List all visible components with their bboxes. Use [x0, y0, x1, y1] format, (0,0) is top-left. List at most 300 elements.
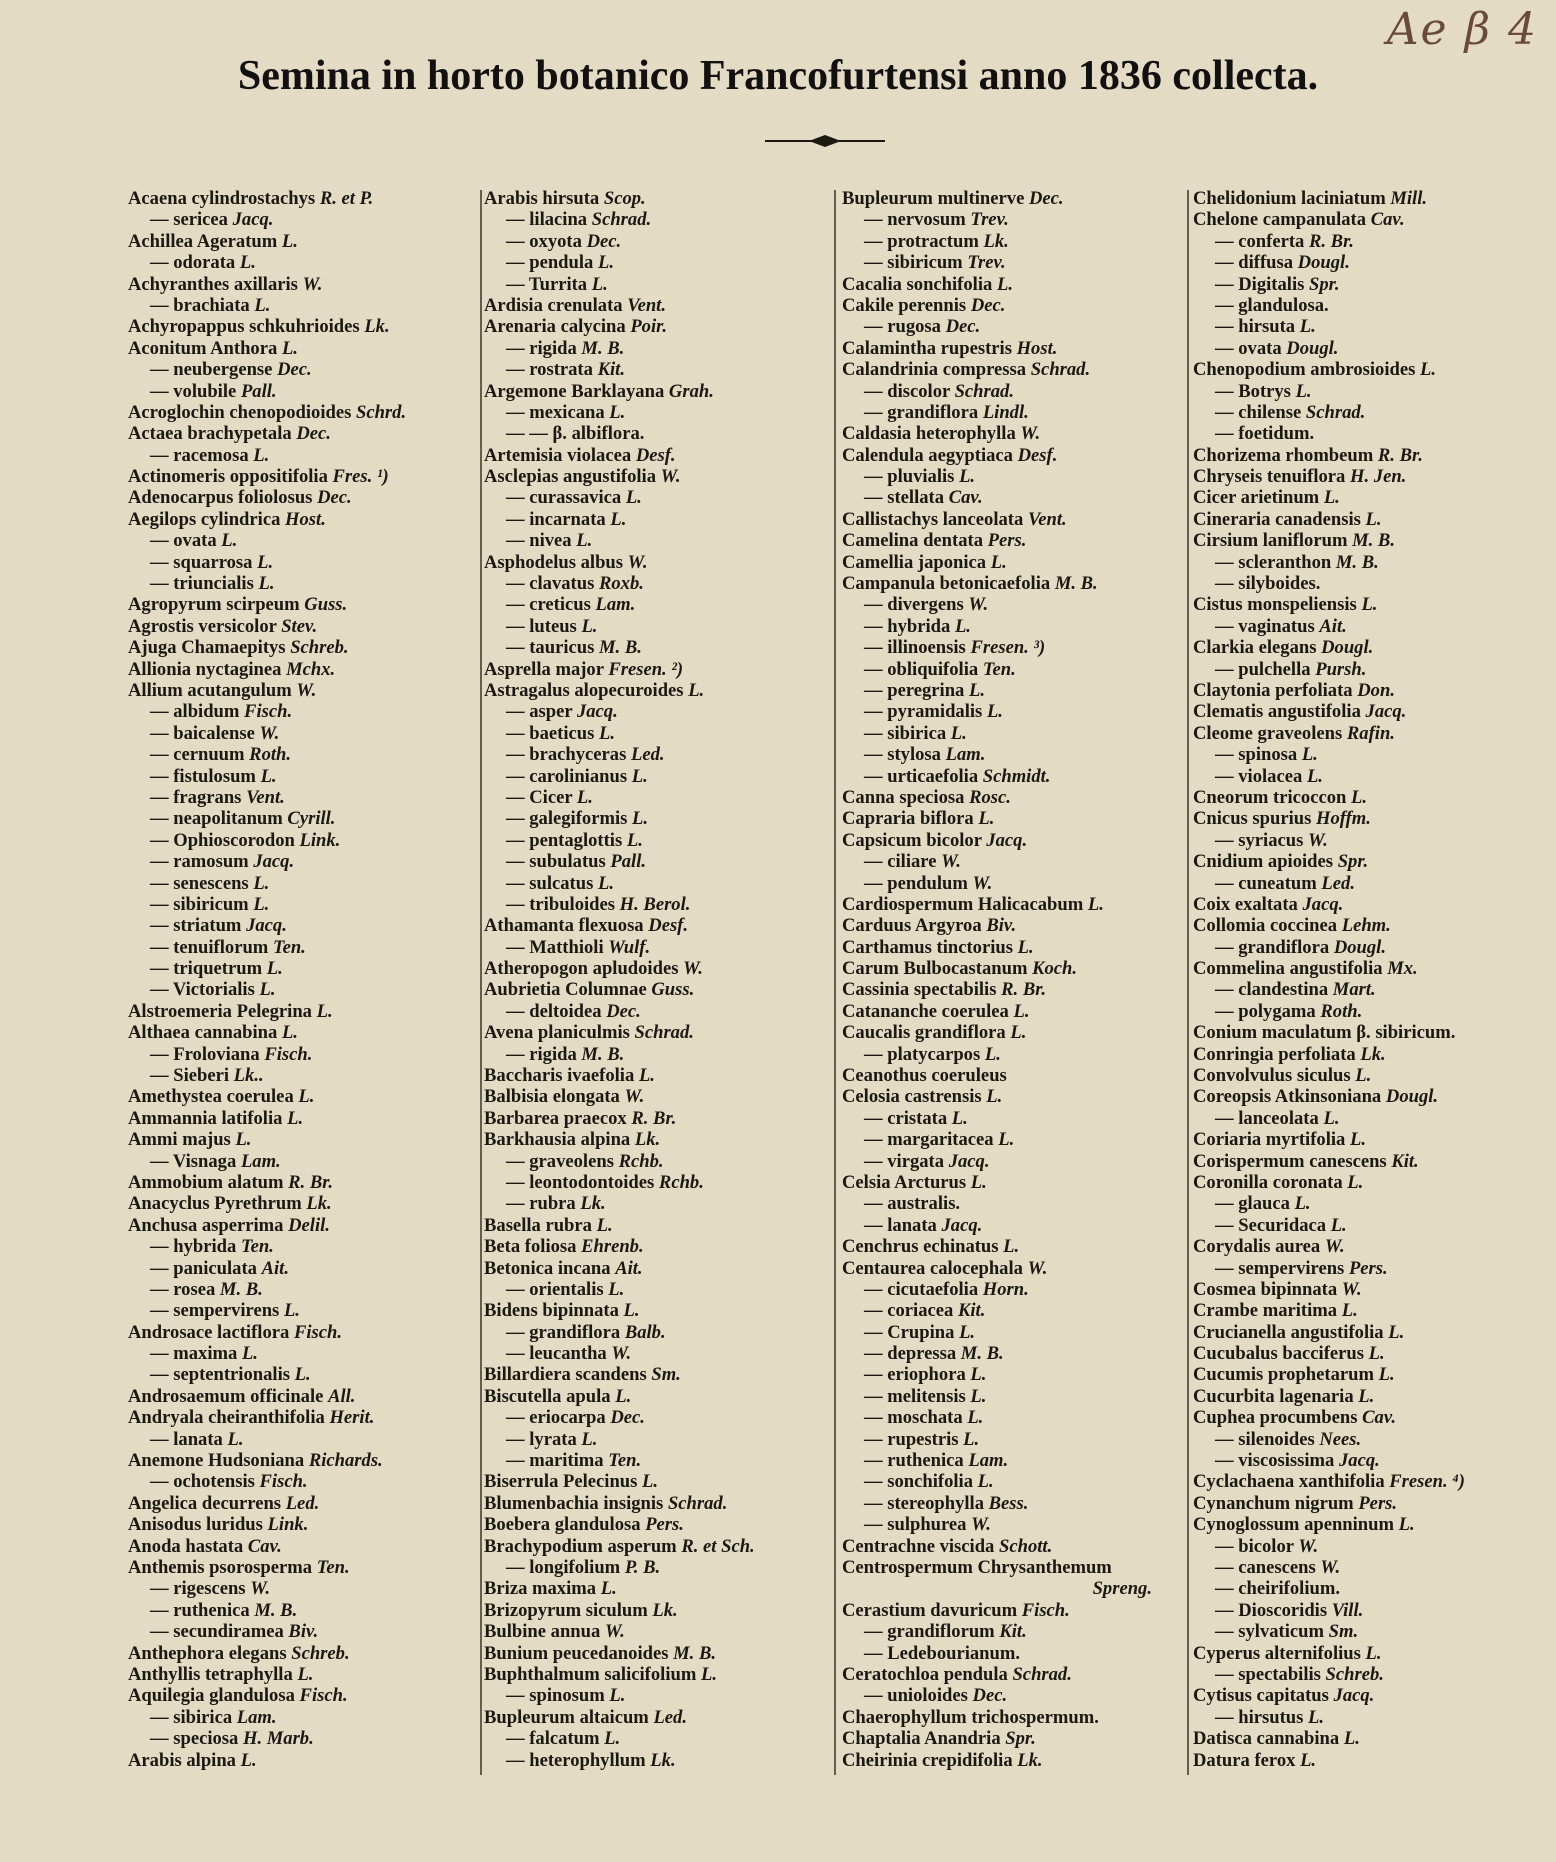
species-name: — albidum [150, 701, 240, 723]
species-entry [128, 466, 478, 487]
species-entry [128, 1300, 478, 1321]
species-name: — cristata [864, 1107, 948, 1129]
species-entry [1193, 1215, 1543, 1236]
species-name: Cineraria canadensis [1193, 508, 1361, 530]
species-name: Bulbine annua [484, 1621, 601, 1643]
species-name: Cucurbita lagenaria [1193, 1385, 1354, 1407]
species-authority: L. [986, 1086, 1003, 1108]
species-authority: Lindl. [982, 401, 1029, 423]
species-name: Cheirinia crepidifolia [842, 1749, 1013, 1771]
species-authority: Dec. [1028, 188, 1064, 209]
species-name: Camelina dentata [842, 530, 983, 552]
species-name: — pulchella [1215, 658, 1311, 680]
species-entry [1193, 252, 1543, 273]
species-name: Centrospermum Chrysanthemum [842, 1557, 1112, 1578]
species-entry [484, 1664, 824, 1685]
species-entry [842, 1536, 1182, 1557]
species-name: Cnicus spurius [1193, 808, 1312, 830]
species-entry [1193, 1557, 1543, 1578]
species-authority: Desf. [635, 444, 676, 466]
species-entry [1193, 979, 1543, 1000]
species-name: — lanceolata [1215, 1107, 1319, 1129]
species-name: Cistus monspeliensis [1193, 594, 1357, 616]
species-authority: Ait. [615, 1257, 643, 1279]
species-entry [128, 1129, 478, 1150]
species-entry [1193, 274, 1543, 295]
species-name: Biserrula Pelecinus [484, 1471, 638, 1493]
species-name: Cuphea procumbens [1193, 1407, 1358, 1429]
species-entry [128, 1600, 478, 1621]
species-name: — tribuloides [506, 893, 615, 915]
species-entry [842, 1108, 1182, 1129]
species-authority: Cav. [1370, 209, 1405, 231]
species-name: Calendula aegyptiaca [842, 444, 1013, 466]
species-name: — lilacina [506, 209, 588, 231]
species-authority: Vent. [246, 786, 285, 808]
species-name: Buphthalmum salicifolium [484, 1663, 697, 1685]
species-authority: L. [1388, 1321, 1405, 1343]
species-name: — Matthioli [506, 936, 604, 958]
species-authority: L. [597, 872, 614, 894]
species-authority: Lam. [236, 1706, 277, 1728]
species-authority: L. [316, 1000, 333, 1022]
species-authority: M. B. [598, 637, 642, 659]
species-entry [128, 659, 478, 680]
species-authority: Lk. [650, 1749, 676, 1771]
species-entry [842, 808, 1182, 829]
species-entry [842, 1407, 1182, 1428]
species-authority: Lk. [1017, 1749, 1043, 1771]
species-authority: L. [1419, 359, 1436, 381]
species-name: Cnidium apioides [1193, 851, 1334, 873]
species-entry [1193, 1322, 1543, 1343]
species-authority: L. [1308, 1706, 1325, 1728]
species-authority: Lehm. [1341, 915, 1391, 937]
species-name: — peregrina [864, 679, 965, 701]
species-authority: L. [257, 551, 274, 573]
species-entry [1193, 381, 1543, 402]
species-name: — sempervirens [1215, 1257, 1345, 1279]
species-authority: Jacq. [1365, 701, 1407, 723]
species-authority: Jacq. [1333, 1685, 1375, 1707]
species-entry [1193, 1258, 1543, 1279]
species-name: Chaerophyllum trichospermum. [842, 1706, 1099, 1728]
species-authority: Schrad. [667, 1492, 728, 1514]
species-authority: W. [1020, 423, 1041, 445]
species-name: — polygama [1215, 1000, 1316, 1022]
species-authority: Trev. [967, 252, 1006, 274]
species-entry [1193, 209, 1543, 230]
species-entry [484, 937, 824, 958]
species-name: Conium maculatum β. sibiricum. [1193, 1022, 1456, 1044]
species-entry [484, 894, 824, 915]
species-authority: L. [631, 765, 648, 787]
species-entry [128, 1557, 478, 1578]
species-entry [1193, 445, 1543, 466]
species-authority: L. [1013, 1000, 1030, 1022]
species-authority: W. [296, 679, 317, 701]
species-authority: Pers. [1348, 1257, 1388, 1279]
species-entry [128, 1258, 478, 1279]
species-entry [842, 1450, 1182, 1471]
species-entry [128, 787, 478, 808]
species-name: — subulatus [506, 851, 606, 873]
species-name: Callistachys lanceolata [842, 508, 1024, 530]
species-entry [842, 1750, 1182, 1771]
species-authority: Vill. [1331, 1599, 1364, 1621]
species-entry [842, 1001, 1182, 1022]
species-name: — ovata [1215, 337, 1282, 359]
species-name: Capraria biflora [842, 808, 974, 830]
species-entry [484, 1172, 824, 1193]
species-authority: Schrad. [954, 380, 1014, 402]
species-authority: R. et P. [319, 188, 374, 209]
species-name: — viscosissima [1215, 1450, 1335, 1472]
species-name: — hybrida [150, 1236, 237, 1258]
species-authority: Schrad. [1030, 359, 1091, 381]
species-entry [128, 851, 478, 872]
species-authority: Kit. [1391, 1150, 1419, 1172]
species-authority: Roxb. [598, 573, 644, 595]
species-name: — foetidum. [1215, 423, 1315, 445]
species-name: Coreopsis Atkinsoniana [1193, 1086, 1382, 1108]
species-name: Bunium peucedanoides [484, 1642, 669, 1664]
species-name: — rupestris [864, 1428, 959, 1450]
species-authority: Richards. [308, 1450, 383, 1472]
species-authority: R. et Sch. [681, 1535, 755, 1557]
species-authority: W. [972, 872, 993, 894]
species-name: Anemone Hudsoniana [128, 1450, 305, 1472]
species-name: — sibiricum [150, 893, 249, 915]
species-entry [1193, 1450, 1543, 1471]
species-name: — pendula [506, 252, 594, 274]
species-authority: Ait. [261, 1257, 289, 1279]
species-authority: W. [683, 958, 703, 980]
species-authority: Led. [1321, 872, 1355, 894]
species-name: Centaurea calocephala [842, 1257, 1023, 1279]
species-name: Corydalis aurea [1193, 1236, 1321, 1258]
species-entry [1193, 1600, 1543, 1621]
species-name: Brachypodium asperum [484, 1535, 677, 1557]
species-authority: L. [996, 273, 1013, 295]
species-entry [842, 1600, 1182, 1621]
species-authority: Wulf. [608, 936, 651, 958]
species-entry [128, 487, 478, 508]
species-authority: Ten. [316, 1557, 350, 1578]
species-authority: Roth. [249, 744, 292, 766]
species-entry [484, 680, 824, 701]
species-name: Cneorum tricoccon [1193, 786, 1347, 808]
species-name: Chorizema rhombeum [1193, 444, 1374, 466]
species-name: — fistulosum [150, 765, 256, 787]
species-authority: L. [283, 1300, 300, 1322]
species-authority: L. [1003, 1236, 1020, 1258]
species-name: Bupleurum altaicum [484, 1706, 649, 1728]
species-name: Celsia Arcturus [842, 1171, 967, 1193]
species-name: — curassavica [506, 487, 622, 509]
species-entry [842, 1215, 1182, 1236]
species-entry [1193, 1151, 1543, 1172]
species-entry [1193, 1343, 1543, 1364]
species-name: Androsaemum officinale [128, 1385, 324, 1407]
species-authority: Rosc. [969, 786, 1011, 808]
species-authority: L. [1306, 765, 1323, 787]
species-name: — rosea [150, 1278, 216, 1300]
species-name: — cernuum [150, 744, 245, 766]
species-name: — heterophyllum [506, 1749, 646, 1771]
species-entry [484, 1129, 824, 1150]
species-entry [128, 1536, 478, 1557]
species-name: — cicutaefolia [864, 1278, 979, 1300]
species-name: — septentrionalis [150, 1364, 290, 1386]
species-name: Aegilops cylindrica [128, 508, 281, 530]
species-name: — conferta [1215, 230, 1305, 252]
species-authority: W. [1298, 1535, 1319, 1557]
species-name: Clematis angustifolia [1193, 701, 1361, 723]
species-entry [1193, 701, 1543, 722]
species-name: — Cicer [506, 786, 573, 808]
species-authority: Led. [653, 1706, 687, 1728]
species-entry [1193, 1407, 1543, 1428]
species-name: Canna speciosa [842, 786, 965, 808]
species-authority: P. B. [624, 1557, 661, 1578]
species-name: — silyboides. [1215, 573, 1321, 595]
species-authority: L. [1398, 1514, 1415, 1536]
species-name: — sempervirens [150, 1300, 280, 1322]
species-entry [128, 958, 478, 979]
species-authority: Fisch. [293, 1321, 342, 1343]
species-authority: Fresen. ²) [608, 658, 684, 680]
species-name: — brachiata [150, 294, 250, 316]
species-name: Althaea cannabina [128, 1022, 278, 1044]
species-name: — rigescens [150, 1578, 246, 1600]
species-authority: Schmidt. [982, 765, 1051, 787]
species-name: Carum Bulbocastanum [842, 958, 1028, 980]
species-authority: Don. [1357, 679, 1395, 701]
species-name: Ammannia latifolia [128, 1107, 283, 1129]
species-name: — grandiflorum [864, 1621, 995, 1643]
species-authority: Pers. [987, 530, 1027, 552]
species-name: — protractum [864, 230, 979, 252]
species-authority: Pursh. [1315, 658, 1367, 680]
species-authority: Led. [630, 744, 665, 766]
species-name: Balbisia elongata [484, 1086, 620, 1108]
species-entry [484, 1750, 824, 1771]
species-authority: Lk. [634, 1129, 661, 1151]
species-entry [128, 359, 478, 380]
species-column-4 [1193, 188, 1543, 1771]
species-authority: L. [266, 958, 283, 980]
species-authority: Link. [299, 829, 341, 851]
species-name: Asphodelus albus [484, 551, 624, 573]
species-authority: M. B. [581, 337, 625, 359]
species-entry [842, 1236, 1182, 1257]
species-name: — eriophora [864, 1364, 966, 1386]
species-authority: L. [1330, 1214, 1347, 1236]
species-authority: Dec. [277, 359, 312, 381]
species-entry [1193, 359, 1543, 380]
species-entry [1193, 530, 1543, 551]
species-authority: Dougl. [1286, 337, 1339, 359]
column-rule [834, 190, 836, 1775]
species-authority: L. [688, 679, 705, 701]
species-authority: W. [1341, 1278, 1362, 1300]
species-name: Campanula betonicaefolia [842, 573, 1051, 595]
species-entry [842, 1086, 1182, 1107]
species-entry [842, 1258, 1182, 1279]
species-authority: Lk. [983, 230, 1009, 252]
species-entry [128, 402, 478, 423]
species-authority: Desf. [1017, 444, 1058, 466]
species-name: Corispermum canescens [1193, 1150, 1387, 1172]
species-authority: L. [581, 1428, 598, 1450]
species-authority: L. [963, 1428, 980, 1450]
species-authority: L. [615, 1385, 632, 1407]
species-authority: Biv. [288, 1621, 319, 1643]
species-name: Anacyclus Pyrethrum [128, 1193, 302, 1215]
species-entry [842, 1022, 1182, 1043]
species-authority: L. [623, 1300, 640, 1322]
species-entry [128, 1643, 478, 1664]
species-authority: M. B. [1352, 530, 1395, 552]
species-authority: Lk. [580, 1193, 606, 1215]
species-entry [1193, 1108, 1543, 1129]
species-name: Cucubalus bacciferus [1193, 1343, 1364, 1365]
species-authority: L. [1341, 1300, 1358, 1322]
species-name: Cenchrus echinatus [842, 1236, 999, 1258]
species-entry [842, 530, 1182, 551]
species-authority: Cav. [247, 1535, 282, 1557]
species-entry [484, 209, 824, 230]
species-authority: Koch. [1032, 958, 1078, 980]
species-name: Agropyrum scirpeum [128, 594, 300, 616]
column-rule [480, 190, 482, 1775]
species-name: — moschata [864, 1407, 963, 1429]
species-name: — sibiricum [864, 252, 963, 274]
species-authority: L. [1355, 1065, 1372, 1087]
species-entry [128, 830, 478, 851]
species-entry [842, 1643, 1182, 1664]
species-authority: L. [281, 1022, 298, 1044]
species-column-3 [842, 188, 1182, 1771]
species-entry [484, 1343, 824, 1364]
species-name: — galegiformis [506, 808, 628, 830]
species-entry [128, 637, 478, 658]
species-authority: L. [604, 1728, 621, 1750]
species-authority: L. [241, 1343, 258, 1365]
species-authority: L. [609, 1685, 626, 1707]
species-name: — stereophylla [864, 1492, 984, 1514]
species-name: — maritima [506, 1450, 604, 1472]
species-authority: Scop. [603, 188, 646, 209]
species-name: — orientalis [506, 1278, 604, 1300]
species-name: Cynoglossum apenninum [1193, 1514, 1394, 1536]
species-name: Celosia castrensis [842, 1086, 982, 1108]
species-authority: Vent. [627, 294, 666, 316]
species-name: — tauricus [506, 637, 595, 659]
species-authority: H. Marb. [242, 1728, 314, 1750]
species-entry [484, 830, 824, 851]
species-authority: W. [611, 1343, 632, 1365]
species-name: — sibirica [864, 722, 947, 744]
species-authority: L. [632, 808, 649, 830]
species-name: — luteus [506, 615, 577, 637]
species-authority: L. [970, 1385, 987, 1407]
species-authority: Jacq. [941, 1214, 983, 1236]
species-entry [1193, 744, 1543, 765]
species-authority: Led. [285, 1492, 320, 1514]
species-name: — Botrys [1215, 380, 1291, 402]
species-authority: Grah. [668, 380, 714, 402]
species-entry [128, 1343, 478, 1364]
species-name: Ammobium alatum [128, 1171, 284, 1193]
species-name: Cacalia sonchifolia [842, 273, 993, 295]
species-name: Convolvulus siculus [1193, 1065, 1351, 1087]
species-entry [484, 274, 824, 295]
species-authority: L. [253, 893, 270, 915]
species-entry [842, 1279, 1182, 1300]
species-name: Cakile perennis [842, 294, 967, 316]
species-entry [128, 766, 478, 787]
species-entry [484, 1471, 824, 1492]
species-name: Coronilla coronata [1193, 1171, 1343, 1193]
species-entry [128, 188, 478, 209]
species-authority: W. [941, 851, 961, 873]
species-entry [484, 1386, 824, 1407]
species-name: Caldasia heterophylla [842, 423, 1016, 445]
species-entry [842, 744, 1182, 765]
species-name: Acroglochin chenopodioides [128, 401, 352, 423]
species-name: — triquetrum [150, 958, 263, 980]
species-authority: Rchb. [658, 1171, 704, 1193]
species-name: Allionia nyctaginea [128, 658, 282, 680]
species-authority: Cav. [1362, 1407, 1397, 1429]
species-entry [1193, 1728, 1543, 1749]
species-name: Clarkia elegans [1193, 637, 1317, 659]
species-authority: R. Br. [288, 1171, 334, 1193]
species-entry [128, 1065, 478, 1086]
species-authority: Jacq. [948, 1150, 990, 1172]
species-name: Cassinia spectabilis [842, 979, 997, 1001]
species-entry [1193, 937, 1543, 958]
species-name: — leontodontoides [506, 1171, 655, 1193]
species-authority: Schrad. [1305, 401, 1366, 423]
species-name: Arenaria calycina [484, 316, 626, 338]
species-name: Centrachne viscida [842, 1535, 995, 1557]
species-name: Calamintha rupestris [842, 337, 1012, 359]
species-entry [1193, 1429, 1543, 1450]
species-entry [128, 979, 478, 1000]
species-entry [1193, 958, 1543, 979]
species-name: Biscutella apula [484, 1385, 611, 1407]
species-authority: L. [596, 1214, 613, 1236]
species-entry [842, 573, 1182, 594]
species-name: Aquilegia glandulosa [128, 1685, 295, 1707]
ornament-divider-icon [765, 130, 885, 152]
species-authority: L. [1010, 1022, 1027, 1044]
species-authority: Lk.. [233, 1065, 264, 1087]
species-entry [842, 295, 1182, 316]
species-authority: L. [954, 615, 971, 637]
species-entry [484, 1108, 824, 1129]
species-entry [484, 1557, 824, 1578]
species-authority: L. [259, 979, 276, 1001]
species-authority: Jacq. [253, 851, 295, 873]
species-name: — striatum [150, 915, 242, 937]
species-entry [1193, 659, 1543, 680]
species-entry [128, 1172, 478, 1193]
species-entry [128, 316, 478, 337]
